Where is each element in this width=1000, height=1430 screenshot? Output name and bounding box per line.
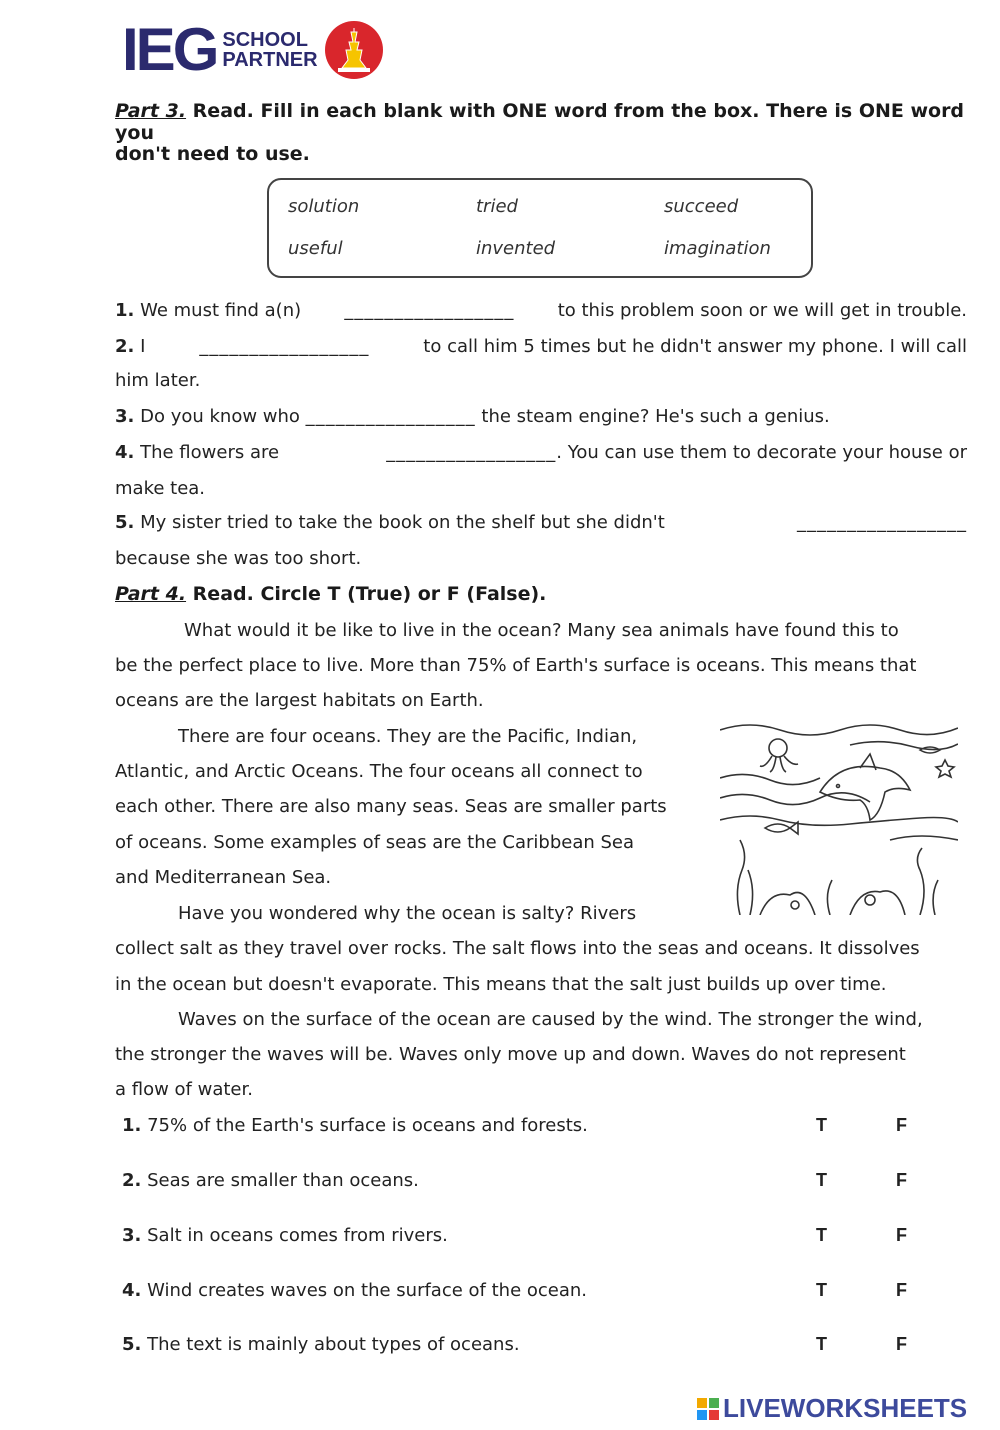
- false-option[interactable]: F: [896, 1170, 907, 1190]
- passage-line: What would it be like to live in the ocean? Many sea animals have found this to: [184, 620, 899, 641]
- question-text-cont: make tea.: [115, 478, 206, 499]
- true-option[interactable]: T: [816, 1280, 827, 1300]
- question-number: 3.: [115, 406, 135, 427]
- question-number: 4.: [115, 442, 135, 463]
- part4-instruction-text: Read. Circle T (True) or F (False).: [192, 583, 547, 605]
- passage-line: each other. There are also many seas. Seas are smaller parts: [115, 796, 667, 817]
- statement-number: 3.: [122, 1225, 142, 1246]
- passage-line: of oceans. Some examples of seas are the Caribbean Sea: [115, 832, 635, 853]
- question-number: 2.: [115, 336, 135, 357]
- tf-statement-3: [122, 1225, 912, 1246]
- true-option[interactable]: T: [816, 1170, 827, 1190]
- liveworksheets-brand: [697, 1393, 967, 1424]
- true-option[interactable]: T: [816, 1334, 827, 1354]
- logo-line-school: SCHOOL: [222, 29, 308, 51]
- passage-line: There are four oceans. They are the Pacific, Indian,: [178, 726, 638, 747]
- statement-text: Salt in oceans comes from rivers.: [147, 1225, 448, 1246]
- liveworksheets-logo-icon: [697, 1398, 719, 1420]
- false-option[interactable]: F: [896, 1280, 907, 1300]
- statement-number: 2.: [122, 1170, 142, 1191]
- logo-ieg-text: IEG: [122, 16, 217, 83]
- statement-number: 4.: [122, 1280, 142, 1301]
- word-box-item: tried: [476, 196, 518, 217]
- answer-blank[interactable]: _________________: [797, 512, 967, 533]
- passage-line: oceans are the largest habitats on Earth.: [115, 690, 484, 711]
- false-option[interactable]: F: [896, 1334, 907, 1354]
- passage-line: in the ocean but doesn't evaporate. This means that the salt just builds up over time.: [115, 974, 887, 995]
- passage-line: collect salt as they travel over rocks. The salt flows into the seas and oceans. It dissolves: [115, 938, 920, 959]
- statement-text: Seas are smaller than oceans.: [147, 1170, 419, 1191]
- question-3: [115, 406, 967, 427]
- logo-line-partner: PARTNER: [222, 49, 318, 71]
- ieg-logo: [122, 18, 384, 82]
- question-text: . You can use them to decorate your house or: [556, 442, 967, 463]
- part4-label: Part 4.: [115, 583, 187, 605]
- question-text: I: [140, 336, 146, 357]
- answer-blank[interactable]: _________________: [199, 336, 370, 357]
- question-text-cont: because she was too short.: [115, 548, 362, 569]
- question-text: We must find a(n): [140, 300, 302, 321]
- tower-emblem-icon: [324, 20, 384, 80]
- question-text: Do you know who: [140, 406, 300, 427]
- part3-instruction: [115, 100, 1000, 144]
- answer-blank[interactable]: _________________: [344, 300, 515, 321]
- false-option[interactable]: F: [896, 1225, 907, 1245]
- question-text-cont: him later.: [115, 370, 201, 391]
- true-option[interactable]: T: [816, 1115, 827, 1135]
- statement-text: 75% of the Earth's surface is oceans and forests.: [147, 1115, 588, 1136]
- question-number: 1.: [115, 300, 135, 321]
- question-text: My sister tried to take the book on the shelf but she didn't: [140, 512, 665, 533]
- question-2: [115, 336, 967, 357]
- logo-school-partner: [222, 30, 317, 70]
- question-1: [115, 300, 967, 321]
- question-text: the steam engine? He's such a genius.: [481, 406, 830, 427]
- false-option[interactable]: F: [896, 1115, 907, 1135]
- passage-line: the stronger the waves will be. Waves only move up and down. Waves do not represent: [115, 1044, 906, 1065]
- word-box-item: succeed: [664, 196, 739, 217]
- passage-line: and Mediterranean Sea.: [115, 867, 332, 888]
- word-box-item: solution: [288, 196, 360, 217]
- part4-instruction: [115, 583, 546, 605]
- word-box-item: useful: [288, 238, 343, 259]
- part3-instruction-cont: don't need to use.: [115, 143, 310, 165]
- passage-line: Have you wondered why the ocean is salty? Rivers: [178, 903, 637, 924]
- part3-instruction-line1: Read. Fill in each blank with ONE word from the box. There is ONE word you: [115, 100, 965, 144]
- tf-statement-4: [122, 1280, 912, 1301]
- statement-text: The text is mainly about types of oceans.: [147, 1334, 520, 1355]
- tf-statement-1: [122, 1115, 912, 1136]
- word-box-item: invented: [476, 238, 556, 259]
- word-box-item: imagination: [664, 238, 771, 259]
- word-box: [267, 178, 813, 278]
- answer-blank[interactable]: _________________: [305, 406, 476, 427]
- question-5: [115, 512, 967, 533]
- question-text: to call him 5 times but he didn't answer my phone. I will call: [423, 336, 967, 357]
- statement-text: Wind creates waves on the surface of the ocean.: [147, 1280, 588, 1301]
- statement-number: 1.: [122, 1115, 142, 1136]
- tf-statement-5: [122, 1334, 912, 1355]
- question-number: 5.: [115, 512, 135, 533]
- passage-line: Atlantic, and Arctic Oceans. The four oceans all connect to: [115, 761, 643, 782]
- question-text: The flowers are: [140, 442, 280, 463]
- ocean-illustration: [720, 720, 958, 915]
- tf-statement-2: [122, 1170, 912, 1191]
- passage-line: a flow of water.: [115, 1079, 253, 1100]
- true-option[interactable]: T: [816, 1225, 827, 1245]
- question-text: to this problem soon or we will get in trouble.: [557, 300, 967, 321]
- passage-line: be the perfect place to live. More than 75% of Earth's surface is oceans. This means that: [115, 655, 917, 676]
- question-4: [115, 442, 967, 463]
- statement-number: 5.: [122, 1334, 142, 1355]
- passage-line: Waves on the surface of the ocean are caused by the wind. The stronger the wind,: [178, 1009, 923, 1030]
- part3-label: Part 3.: [115, 100, 187, 122]
- liveworksheets-text: LIVEWORKSHEETS: [723, 1393, 968, 1423]
- answer-blank[interactable]: _________________: [386, 442, 557, 463]
